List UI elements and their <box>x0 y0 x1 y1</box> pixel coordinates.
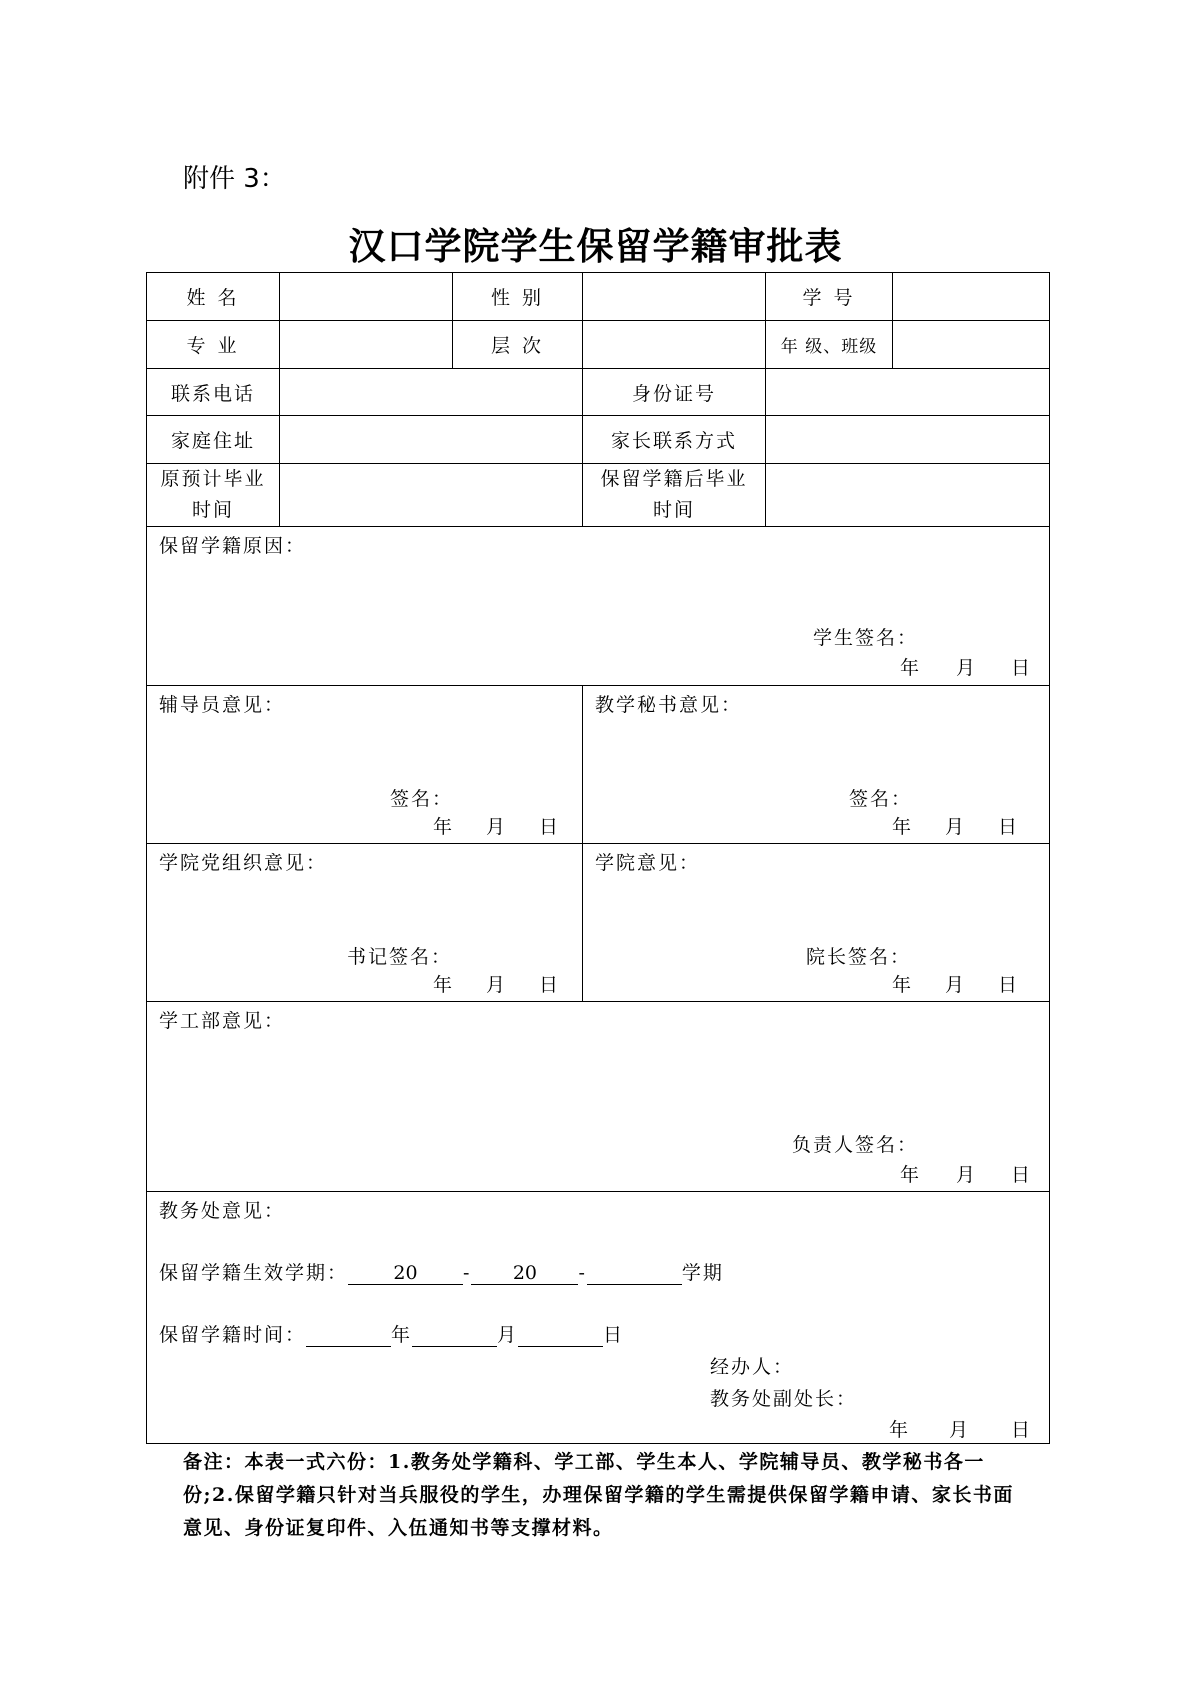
day-label: 日 <box>998 974 1018 996</box>
duration-day-blank[interactable] <box>518 1324 603 1347</box>
duration-day-unit: 日 <box>603 1324 625 1346</box>
gender-field[interactable] <box>583 273 766 321</box>
phone-field[interactable] <box>280 369 583 416</box>
party-box[interactable] <box>147 844 583 1002</box>
footnote: 备注：本表一式六份：1.教务处学籍科、学工部、学生本人、学院辅导员、教学秘书各一份;2.保留学籍只针对当兵服役的学生，办理保留学籍的学生需提供保留学籍申请、家长书面意见、身份证复印件、入伍通知书等支撑材料。 <box>183 1451 1014 1539</box>
address-field[interactable] <box>280 416 583 464</box>
month-label: 月 <box>945 816 965 838</box>
orig-grad-label-line2: 时间 <box>191 499 234 521</box>
student-id-label: 学 号 <box>766 273 893 321</box>
level-label: 层 次 <box>453 321 583 369</box>
gender-label: 性 别 <box>453 273 583 321</box>
grade-class-label: 年 级、班级 <box>766 321 893 369</box>
id-number-field[interactable] <box>766 369 1050 416</box>
day-label: 日 <box>998 816 1018 838</box>
post-grad-field[interactable] <box>766 464 1050 527</box>
name-label: 姓 名 <box>147 273 280 321</box>
duration-year-unit: 年 <box>391 1324 413 1346</box>
year-label: 年 <box>433 974 453 996</box>
day-label: 日 <box>539 816 559 838</box>
effective-term-label: 保留学籍生效学期： <box>159 1262 349 1284</box>
secretary-sign-label: 签名： <box>849 788 913 810</box>
term-start-blank[interactable] <box>348 1262 463 1285</box>
student-sign-label: 学生签名： <box>813 627 919 649</box>
term-dash-2: - <box>578 1262 587 1284</box>
parent-contact-field[interactable] <box>766 416 1050 464</box>
parent-contact-label: 家长联系方式 <box>583 416 766 464</box>
grade-class-field[interactable] <box>893 321 1050 369</box>
month-label: 月 <box>956 657 976 679</box>
month-label: 月 <box>949 1419 969 1441</box>
duration-label: 保留学籍时间： <box>159 1324 307 1346</box>
college-box[interactable] <box>583 844 1050 1002</box>
secretary-title: 教学秘书意见： <box>595 694 743 716</box>
effective-term-row <box>159 1258 724 1285</box>
reason-title: 保留学籍原因： <box>159 535 307 557</box>
counselor-sign-label: 签名： <box>390 788 454 810</box>
party-title: 学院党组织意见： <box>159 852 328 874</box>
major-field[interactable] <box>280 321 453 369</box>
name-field[interactable] <box>280 273 453 321</box>
duration-row <box>159 1320 624 1347</box>
term-prefix-2: 20 <box>512 1262 538 1284</box>
duration-month-unit: 月 <box>497 1324 519 1346</box>
year-label: 年 <box>433 816 453 838</box>
orig-grad-label-line1: 原预计毕业 <box>160 468 266 490</box>
orig-grad-field[interactable] <box>280 464 583 527</box>
orig-grad-label <box>147 464 280 527</box>
duration-month-blank[interactable] <box>412 1324 497 1347</box>
student-affairs-box[interactable] <box>147 1002 1050 1192</box>
post-grad-label-line2: 时间 <box>652 499 695 521</box>
handler-label: 经办人： <box>710 1356 795 1378</box>
term-suffix: 学期 <box>681 1262 724 1284</box>
term-prefix-1: 20 <box>393 1262 418 1284</box>
counselor-box[interactable] <box>147 686 583 844</box>
approval-form-table <box>146 272 1050 1444</box>
term-dash-1: - <box>463 1262 472 1284</box>
deputy-director-label: 教务处副处长： <box>710 1388 858 1410</box>
post-grad-label-line1: 保留学籍后毕业 <box>600 468 748 490</box>
month-label: 月 <box>956 1164 976 1186</box>
secretary-box[interactable] <box>583 686 1050 844</box>
academic-affairs-title: 教务处意见： <box>159 1200 286 1222</box>
post-grad-label <box>583 464 766 527</box>
term-number-blank[interactable] <box>587 1262 682 1285</box>
month-label: 月 <box>945 974 965 996</box>
student-id-field[interactable] <box>893 273 1050 321</box>
duration-year-blank[interactable] <box>306 1324 391 1347</box>
day-label: 日 <box>1011 1164 1031 1186</box>
month-label: 月 <box>486 816 506 838</box>
student-affairs-title: 学工部意见： <box>159 1010 286 1032</box>
address-label: 家庭住址 <box>147 416 280 464</box>
term-end-blank[interactable] <box>471 1262 578 1285</box>
year-label: 年 <box>892 816 912 838</box>
year-label: 年 <box>900 657 920 679</box>
day-label: 日 <box>1011 657 1031 679</box>
form-title: 汉口学院学生保留学籍审批表 <box>348 225 843 268</box>
college-title: 学院意见： <box>595 852 701 874</box>
attachment-label: 附件 3： <box>183 164 286 194</box>
academic-affairs-box[interactable] <box>147 1192 1050 1444</box>
college-sign-label: 院长签名： <box>806 946 912 968</box>
year-label: 年 <box>889 1419 909 1441</box>
student-affairs-sign-label: 负责人签名： <box>792 1134 919 1156</box>
id-number-label: 身份证号 <box>583 369 766 416</box>
year-label: 年 <box>900 1164 920 1186</box>
month-label: 月 <box>486 974 506 996</box>
counselor-title: 辅导员意见： <box>159 694 286 716</box>
day-label: 日 <box>539 974 559 996</box>
party-sign-label: 书记签名： <box>347 946 453 968</box>
day-label: 日 <box>1011 1419 1031 1441</box>
major-label: 专 业 <box>147 321 280 369</box>
phone-label: 联系电话 <box>147 369 280 416</box>
level-field[interactable] <box>583 321 766 369</box>
year-label: 年 <box>892 974 912 996</box>
reason-box[interactable] <box>147 527 1050 686</box>
